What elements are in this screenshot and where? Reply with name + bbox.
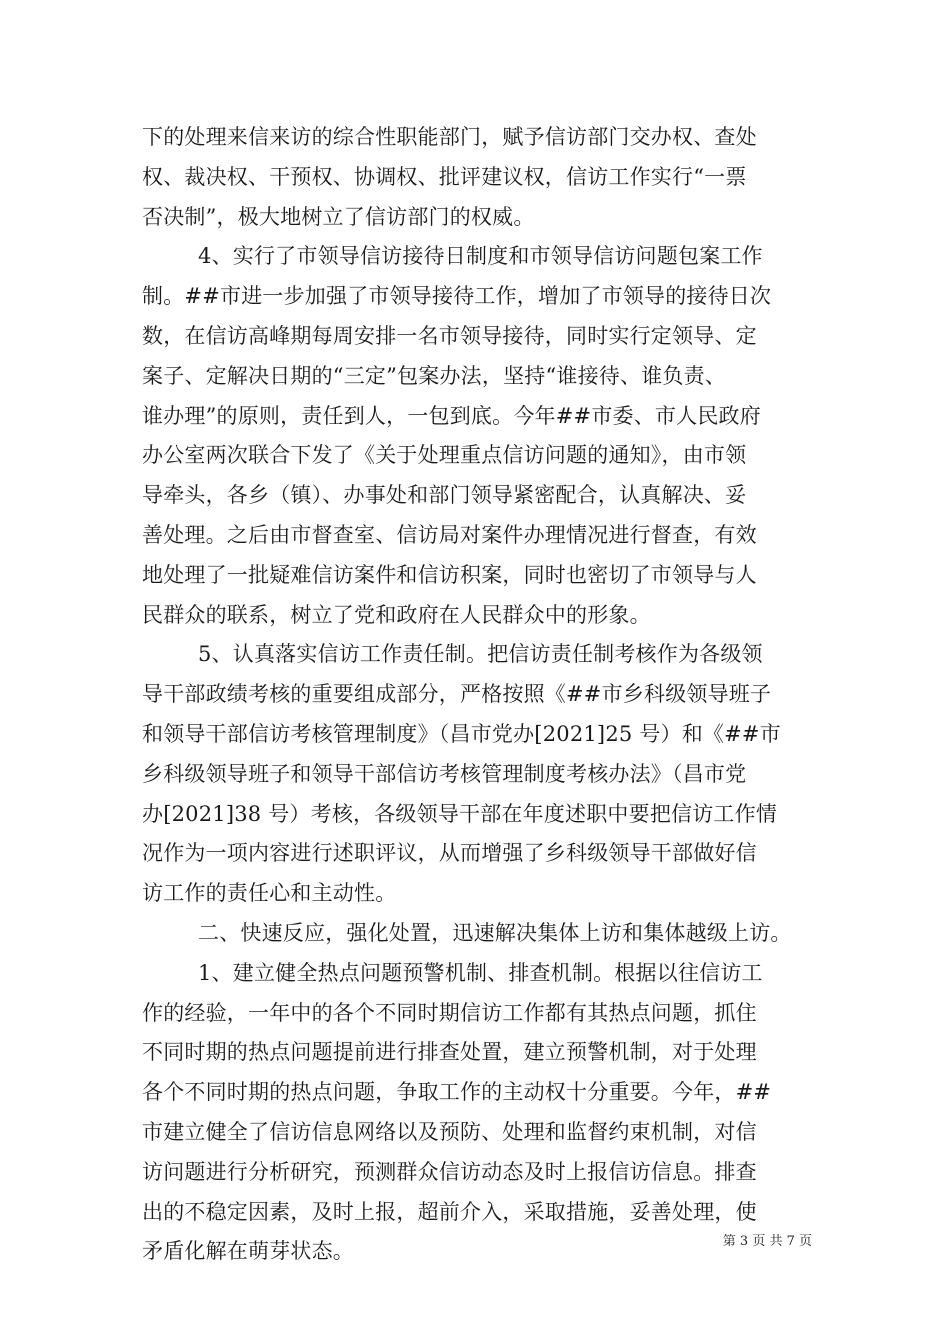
page-number: 第 3 页 共 7 页: [722, 1234, 812, 1249]
text-line: 办公室两次联合下发了《关于处理重点信访问题的通知》，由市领: [142, 443, 747, 468]
text-line: 出的不稳定因素，及时上报，超前介入，采取措施，妥善处理，使: [142, 1199, 757, 1224]
text-line: 各个不同时期的热点问题，争取工作的主动权十分重要。今年，##: [142, 1080, 772, 1105]
text-line: 制。##市进一步加强了市领导接待工作，增加了市领导的接待日次: [142, 284, 772, 309]
text-line: 4、实行了市领导信访接待日制度和市领导信访问题包案工作: [198, 244, 763, 269]
document-body: [142, 118, 822, 1272]
text-line: 地处理了一批疑难信访案件和信访积案，同时也密切了市领导与人: [142, 562, 757, 587]
text-line: 作的经验，一年中的各个不同时期信访工作都有其热点问题，抓住: [142, 1000, 757, 1025]
text-line: 市建立健全了信访信息网络以及预防、处理和监督约束机制，对信: [142, 1119, 757, 1144]
text-line: 谁办理”的原则，责任到人，一包到底。今年##市委、市人民政府: [142, 403, 761, 428]
text-line: 善处理。之后由市督查室、信访局对案件办理情况进行督查，有效: [142, 522, 757, 547]
text-line: 导牵头，各乡（镇）、办事处和部门领导紧密配合，认真解决、妥: [142, 483, 747, 508]
text-line: 二、快速反应，强化处置，迅速解决集体上访和集体越级上访。: [198, 920, 792, 945]
text-line: 访工作的责任心和主动性。: [142, 881, 397, 906]
text-line: 权、裁决权、干预权、协调权、批评建议权，信访工作实行“一票: [142, 164, 747, 189]
text-line: 办[2021]38 号）考核，各级领导干部在年度述职中要把信访工作情: [142, 801, 778, 826]
text-line: 否决制”，极大地树立了信访部门的权威。: [142, 204, 535, 229]
text-line: 访问题进行分析研究，预测群众信访动态及时上报信访信息。排查: [142, 1159, 757, 1184]
text-line: 导干部政绩考核的重要组成部分，严格按照《##市乡科级领导班子: [142, 682, 772, 707]
text-line: 乡科级领导班子和领导干部信访考核管理制度考核办法》（昌市党: [142, 761, 747, 786]
text-line: 下的处理来信来访的综合性职能部门，赋予信访部门交办权、查处: [142, 125, 757, 149]
text-line: 案子、定解决日期的“三定”包案办法，坚持“谁接待、谁负责、: [142, 363, 727, 388]
text-line: 和领导干部信访考核管理制度》（昌市党办[2021]25 号）和《##市: [142, 721, 781, 746]
text-line: 不同时期的热点问题提前进行排查处置，建立预警机制，对于处理: [142, 1040, 757, 1065]
text-line: 矛盾化解在萌芽状态。: [142, 1239, 354, 1264]
text-line: 1、建立健全热点问题预警机制、排查机制。根据以往信访工: [198, 960, 763, 985]
text-line: 民群众的联系，树立了党和政府在人民群众中的形象。: [142, 602, 651, 627]
text-line: 数，在信访高峰期每周安排一名市领导接待，同时实行定领导、定: [142, 323, 757, 348]
text-line: 况作为一项内容进行述职评议，从而增强了乡科级领导干部做好信: [142, 841, 757, 866]
text-line: 5、认真落实信访工作责任制。把信访责任制考核作为各级领: [198, 642, 763, 667]
